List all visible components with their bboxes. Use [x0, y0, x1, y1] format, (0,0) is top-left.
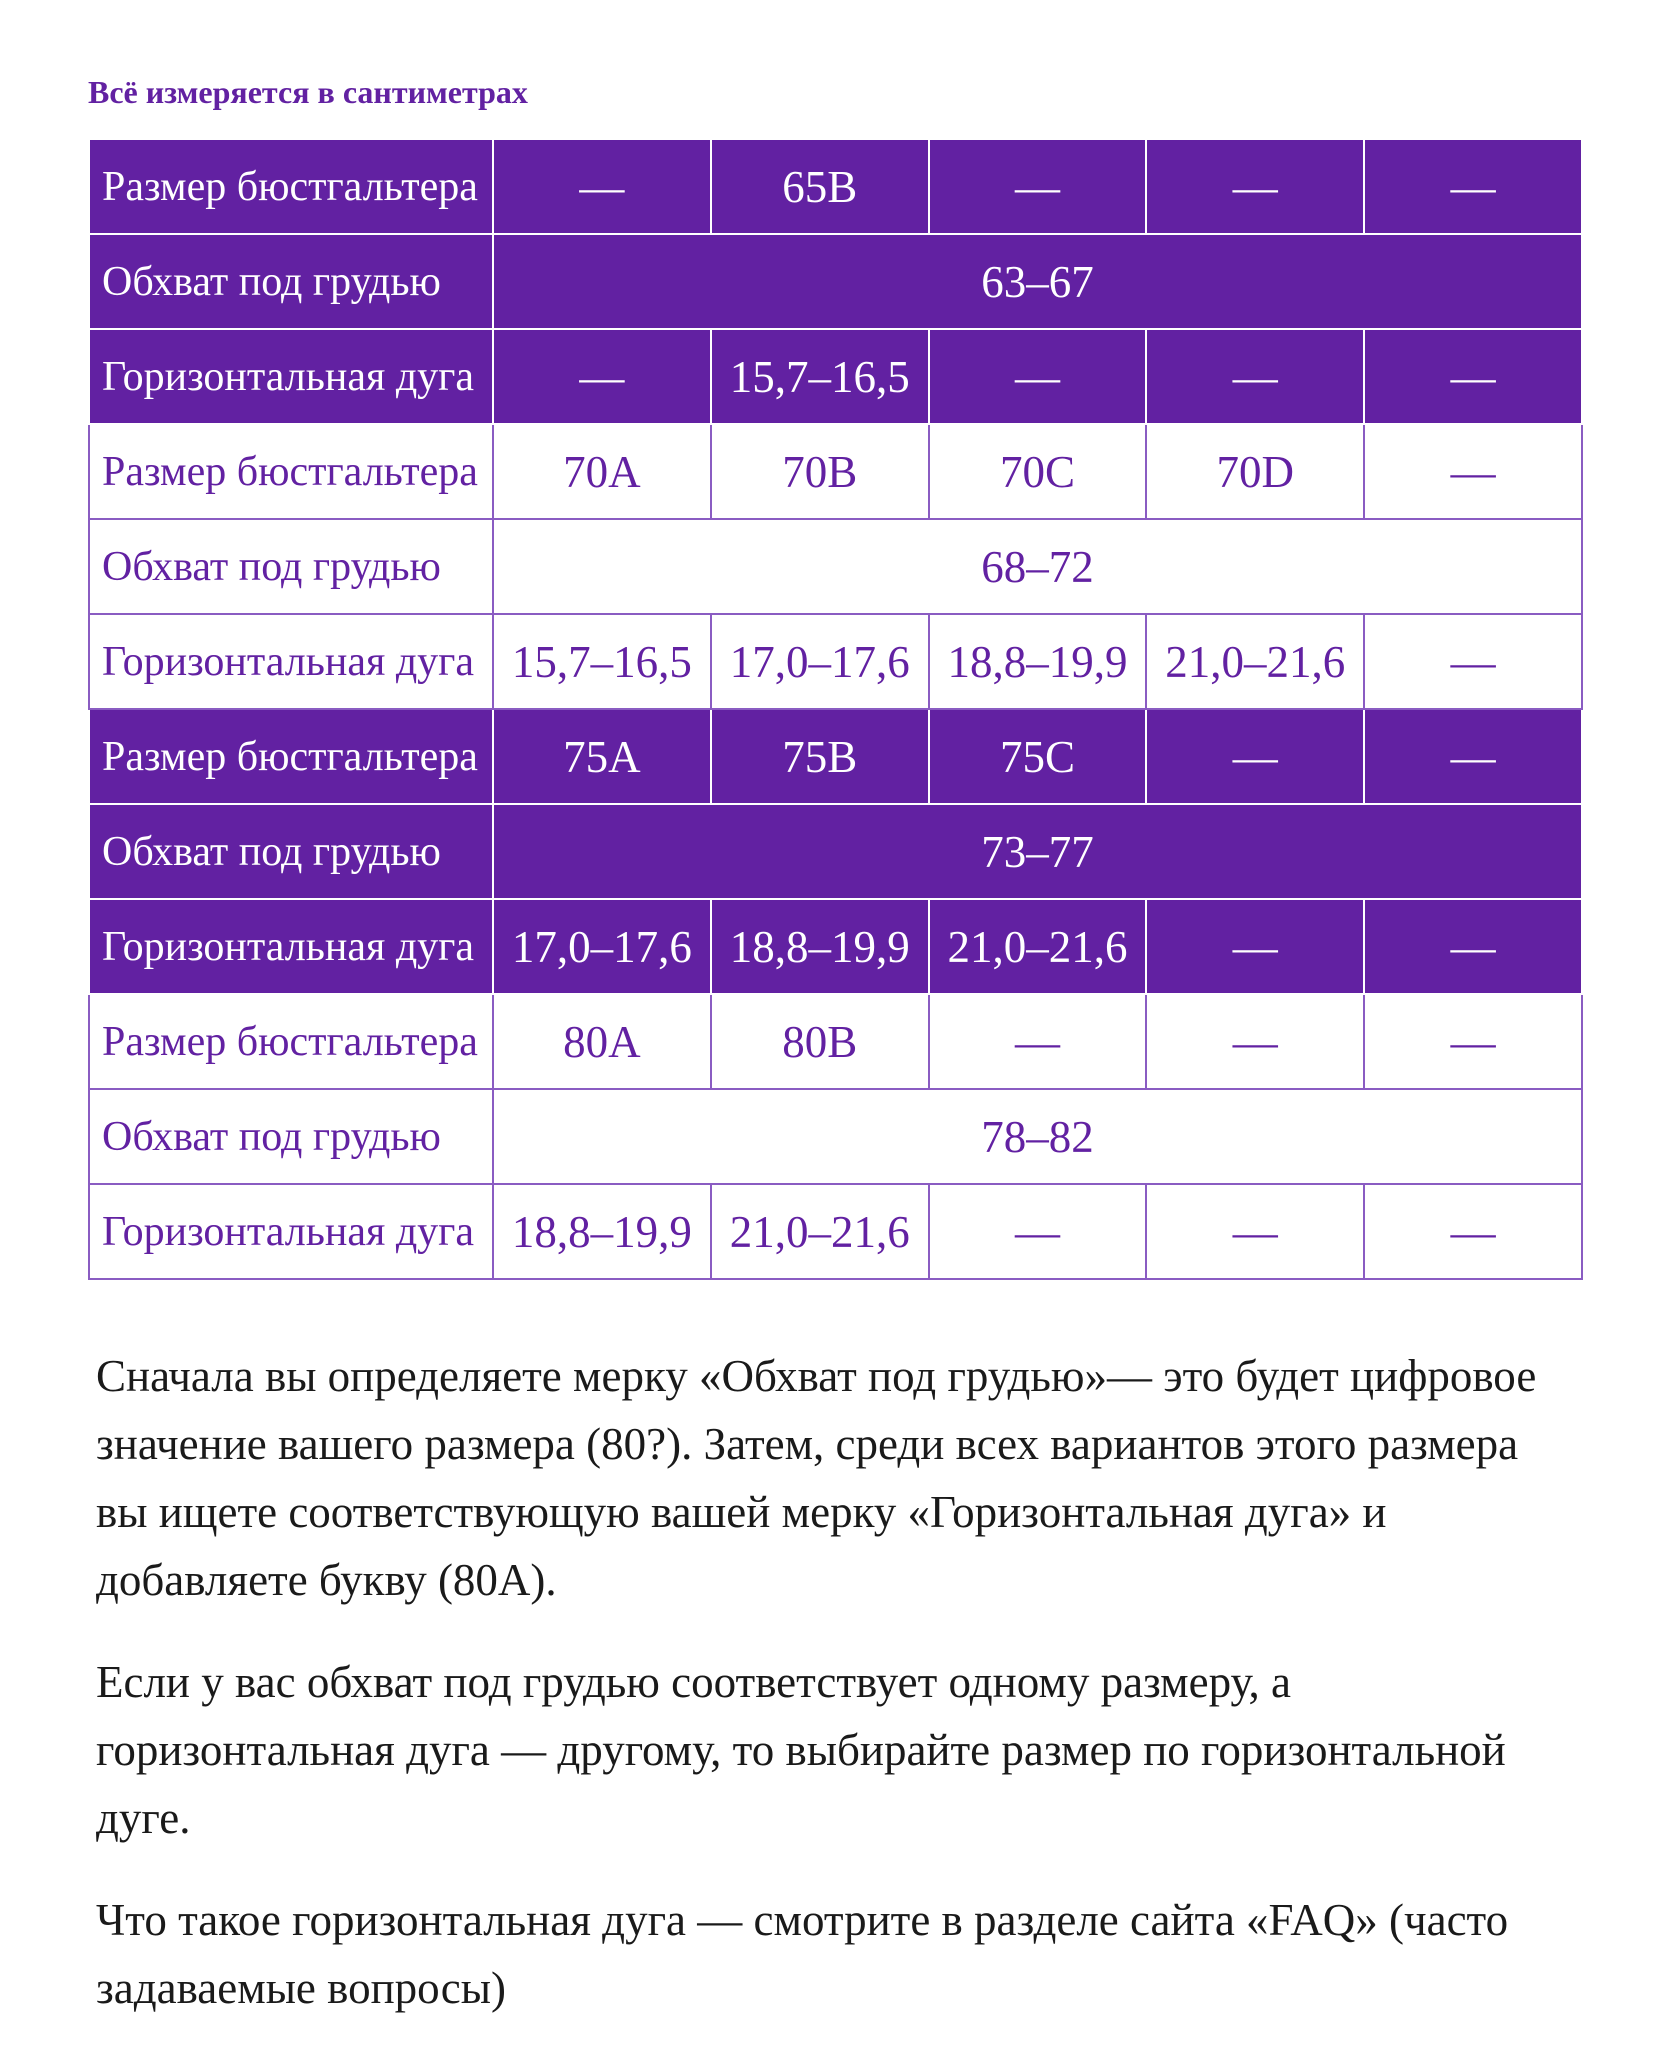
- row-label-underbust: Обхват под грудью: [89, 519, 493, 614]
- underbust-range: 63–67: [493, 234, 1582, 329]
- row-label-bra-size: Размер бюстгальтера: [89, 139, 493, 234]
- table-cell: 75A: [493, 709, 711, 804]
- row-label-horizontal-arc: Горизонтальная дуга: [89, 614, 493, 709]
- table-row: [89, 424, 1582, 519]
- table-cell: —: [493, 329, 711, 424]
- underbust-range: 68–72: [493, 519, 1582, 614]
- row-label-horizontal-arc: Горизонтальная дуга: [89, 899, 493, 994]
- table-cell: —: [929, 139, 1147, 234]
- table-cell: —: [1364, 139, 1582, 234]
- row-label-horizontal-arc: Горизонтальная дуга: [89, 1184, 493, 1279]
- table-cell: 17,0–17,6: [711, 614, 929, 709]
- table-cell: —: [493, 139, 711, 234]
- row-label-underbust: Обхват под грудью: [89, 804, 493, 899]
- table-cell: —: [1146, 329, 1364, 424]
- row-label-bra-size: Размер бюстгальтера: [89, 424, 493, 519]
- table-caption: Всё измеряется в сантиметрах: [88, 74, 528, 110]
- table-cell: —: [1146, 994, 1364, 1089]
- row-label-underbust: Обхват под грудью: [89, 234, 493, 329]
- table-cell: 18,8–19,9: [711, 899, 929, 994]
- table-cell: 70C: [929, 424, 1147, 519]
- table-cell: —: [1364, 614, 1582, 709]
- table-row: [89, 1089, 1582, 1184]
- table-row: [89, 519, 1582, 614]
- size-table: [88, 138, 1583, 1280]
- table-cell: —: [929, 994, 1147, 1089]
- table-cell: 70D: [1146, 424, 1364, 519]
- table-row: [89, 709, 1582, 804]
- table-cell: —: [1364, 424, 1582, 519]
- table-cell: 18,8–19,9: [929, 614, 1147, 709]
- underbust-range: 73–77: [493, 804, 1582, 899]
- table-cell: —: [1364, 709, 1582, 804]
- table-cell: 65B: [711, 139, 929, 234]
- table-cell: —: [1364, 329, 1582, 424]
- table-row: [89, 614, 1582, 709]
- table-row: [89, 804, 1582, 899]
- table-cell: 15,7–16,5: [493, 614, 711, 709]
- table-cell: —: [1364, 899, 1582, 994]
- table-cell: 18,8–19,9: [493, 1184, 711, 1279]
- mismatch-note-paragraph: Если у вас обхват под грудью соответствует одному размеру, а горизонтальная дуга — другому, то выбирайте размер по горизонтальной дуге.: [96, 1657, 1506, 1843]
- table-cell: 75B: [711, 709, 929, 804]
- row-label-underbust: Обхват под грудью: [89, 1089, 493, 1184]
- table-cell: 70A: [493, 424, 711, 519]
- table-row: [89, 234, 1582, 329]
- table-cell: —: [1146, 139, 1364, 234]
- table-row: [89, 329, 1582, 424]
- table-cell: 70B: [711, 424, 929, 519]
- faq-reference-paragraph: Что такое горизонтальная дуга — смотрите в разделе сайта «FAQ» (часто задаваемые вопросы): [96, 1895, 1509, 2013]
- table-cell: 15,7–16,5: [711, 329, 929, 424]
- table-cell: 80A: [493, 994, 711, 1089]
- row-label-bra-size: Размер бюстгальтера: [89, 994, 493, 1089]
- table-cell: —: [1146, 709, 1364, 804]
- table-cell: —: [929, 329, 1147, 424]
- table-cell: 75C: [929, 709, 1147, 804]
- table-cell: 21,0–21,6: [929, 899, 1147, 994]
- table-cell: —: [1146, 1184, 1364, 1279]
- instruction-paragraph: Сначала вы определяете мерку «Обхват под грудью»— это будет цифровое значение вашего размера (80?). Затем, среди всех вариантов этого размера вы ищете соответствующую вашей мерку «Горизонтальная дуга» и добавляете букву (80A).: [96, 1351, 1537, 1605]
- table-row: [89, 994, 1582, 1089]
- table-cell: —: [1364, 1184, 1582, 1279]
- table-cell: 17,0–17,6: [493, 899, 711, 994]
- table-cell: —: [1146, 899, 1364, 994]
- table-row: [89, 899, 1582, 994]
- underbust-range: 78–82: [493, 1089, 1582, 1184]
- table-row: [89, 1184, 1582, 1279]
- table-row: [89, 139, 1582, 234]
- table-cell: 21,0–21,6: [1146, 614, 1364, 709]
- table-cell: 21,0–21,6: [711, 1184, 929, 1279]
- row-label-bra-size: Размер бюстгальтера: [89, 709, 493, 804]
- table-cell: —: [1364, 994, 1582, 1089]
- table-cell: 80B: [711, 994, 929, 1089]
- row-label-horizontal-arc: Горизонтальная дуга: [89, 329, 493, 424]
- table-cell: —: [929, 1184, 1147, 1279]
